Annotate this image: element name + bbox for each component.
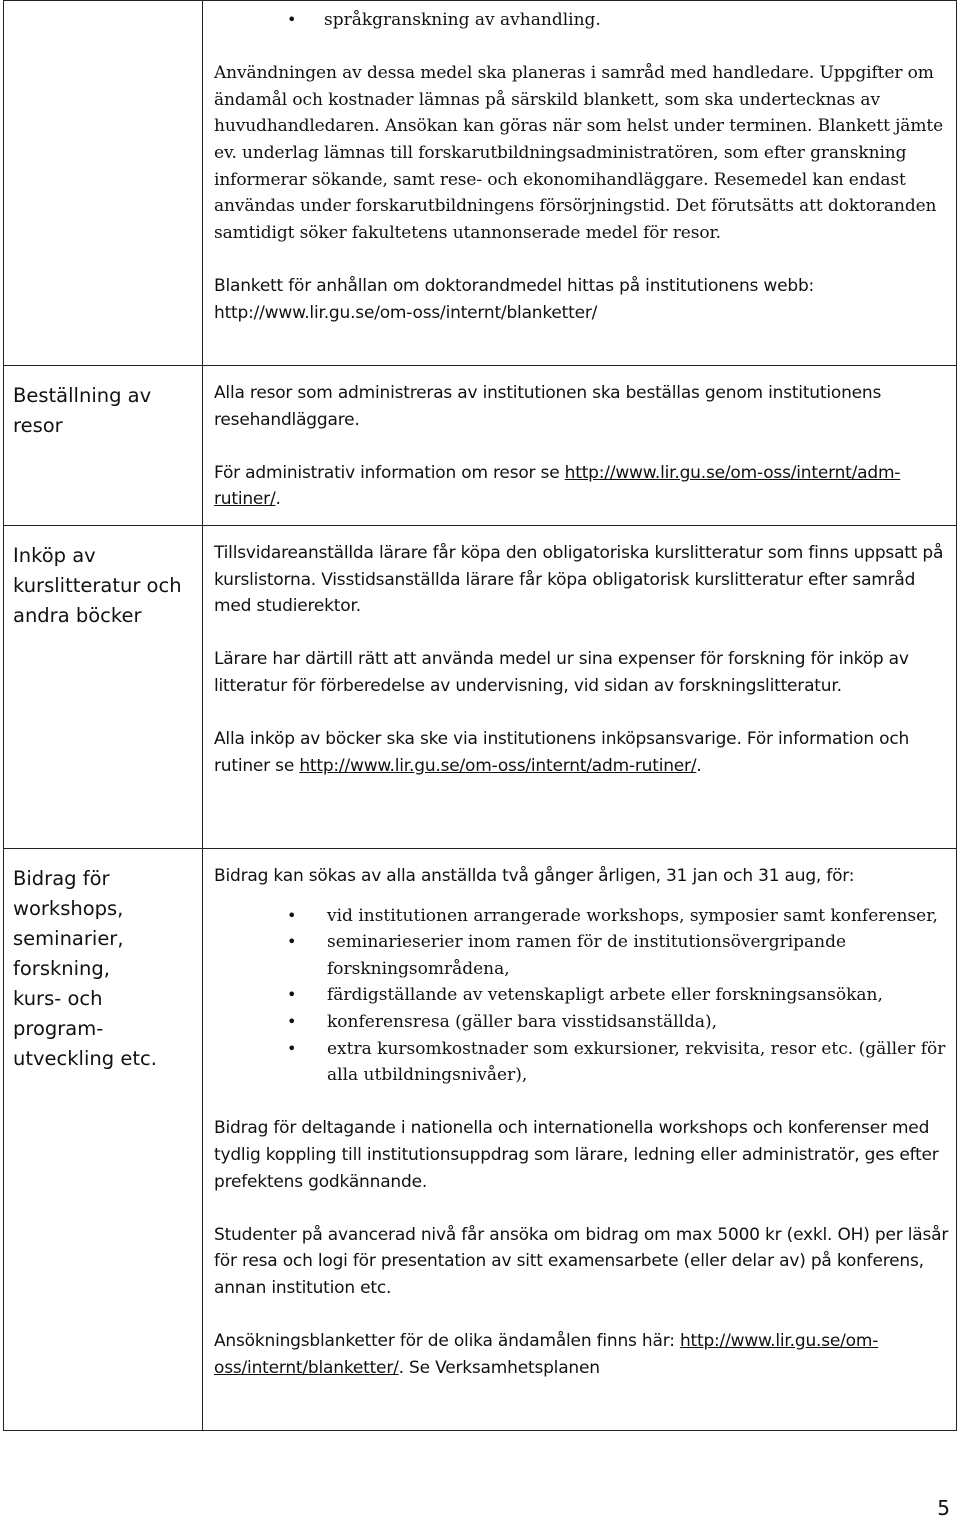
- paragraph-participation-grants: Bidrag för deltagande i nationella och internationella workshops och konferenser med tydlig koppling till institutionsuppdrag som lärare, ledning eller administratör, ges efter prefektens godkännande.: [214, 1118, 939, 1192]
- paragraph-student-grants: Studenter på avancerad nivå får ansöka om bidrag om max 5000 kr (exkl. OH) per läsår för resa och logi för presentation av sitt examensarbete (eller delar av) på konferens, annan institution etc.: [214, 1224, 949, 1298]
- bullet-text: färdigställande av vetenskapligt arbete eller forskningsansökan,: [327, 985, 883, 1006]
- list-item: [214, 903, 950, 930]
- bullet-icon: •: [287, 932, 297, 952]
- bullet-text: konferensresa (gäller bara visstidsanställda),: [327, 1011, 718, 1032]
- paragraph-grants-intro: Bidrag kan sökas av alla anställda två gånger årligen, 31 jan och 31 aug, för:: [214, 866, 855, 886]
- row-label-travel-booking: Beställning av resor: [13, 384, 152, 437]
- paragraph-travel-funds: Användningen av dessa medel ska planeras i samråd med handledare. Uppgifter om ändamål och kostnader lämnas på särskild blankett, som ska undertecknas av huvudhandledaren. Ansökan kan göras när som helst under terminen. Blankett jämte ev. underlag lämnas till forskarutbildningsadministratören, som efter granskning informerar sökande, samt rese- och ekonomihandläggare. Resemedel kan endast användas under forskarutbildningens försörjningstid. Det förutsätts att doktoranden samtidigt söker fakultetens utannonserade medel för resor.: [214, 63, 944, 243]
- table-row-doctoral-funds: [4, 1, 957, 366]
- row-content-cell: [203, 526, 957, 849]
- list-item: [214, 7, 950, 34]
- admin-routines-link[interactable]: http://www.lir.gu.se/om-oss/internt/adm-rutiner/: [214, 462, 901, 510]
- table-row-book-purchase: [4, 526, 957, 849]
- paragraph-travel-booking: Alla resor som administreras av institutionen ska beställas genom institutionens resehandläggare.: [214, 383, 882, 430]
- paragraph-application-forms: [214, 1328, 950, 1381]
- list-item: [214, 1009, 950, 1036]
- list-item: [214, 1036, 950, 1089]
- purchase-routines-text: Alla inköp av böcker ska ske via institutionens inköpsansvarige. För information och rutiner se: [214, 729, 910, 776]
- bullet-icon: •: [287, 985, 297, 1005]
- application-forms-end: . Se Verksamhetsplanen: [398, 1357, 600, 1378]
- paragraph-teacher-expenses: Lärare har därtill rätt att använda medel ur sina expenser för forskning för inköp av litteratur för förberedelse av undervisning, vid sidan av forskningslitteratur.: [214, 649, 909, 696]
- admin-info-end: .: [275, 489, 281, 510]
- table-row-grants: [4, 849, 957, 1431]
- row-label-cell: [4, 366, 203, 526]
- row-label-book-purchase: Inköp av kurslitteratur och andra böcker: [13, 544, 182, 627]
- bullet-text: extra kursomkostnader som exkursioner, rekvisita, resor etc. (gäller för alla utbildningsnivåer),: [327, 1038, 946, 1086]
- row-content-cell: [203, 366, 957, 526]
- purchase-routines-link[interactable]: http://www.lir.gu.se/om-oss/internt/adm-rutiner/: [299, 755, 697, 776]
- bullet-icon: •: [287, 10, 297, 29]
- list-item: [214, 929, 950, 982]
- bullet-text: seminarieserier inom ramen för de institutionsövergripande forskningsområdena,: [327, 932, 847, 979]
- paragraph-purchase-routines: [214, 726, 950, 779]
- bullet-text: språkgranskning av avhandling.: [324, 10, 601, 30]
- bullet-icon: •: [287, 905, 297, 925]
- document-table: [3, 0, 957, 1431]
- table-row-travel-booking: [4, 366, 957, 526]
- paragraph-form-link: Blankett för anhållan om doktorandmedel hittas på institutionens webb: http://www.lir.gu.se/om-oss/internt/blanketter/: [214, 275, 815, 323]
- row-content-cell: [203, 1, 957, 366]
- paragraph-course-literature: Tillsvidareanställda lärare får köpa den obligatoriska kurslitteratur som finns uppsatt på kurslistorna. Visstidsanställda lärare får köpa obligatorisk kurslitteratur efter samråd med studierektor.: [214, 543, 944, 617]
- bullet-icon: •: [287, 1038, 297, 1058]
- list-item: [214, 982, 950, 1009]
- page-number: 5: [937, 1496, 950, 1520]
- row-label-cell: [4, 526, 203, 849]
- row-label-cell: [4, 1, 203, 366]
- row-label-cell: [4, 849, 203, 1431]
- application-forms-text: Ansökningsblanketter för de olika ändamålen finns här:: [214, 1331, 680, 1352]
- bullet-icon: •: [287, 1011, 297, 1031]
- purchase-routines-end: .: [696, 755, 702, 776]
- admin-info-text: För administrativ information om resor se: [214, 462, 565, 483]
- row-content-cell: [203, 849, 957, 1431]
- row-label-grants: Bidrag för workshops, seminarier, forskning, kurs- och program- utveckling etc.: [13, 867, 157, 1070]
- grant-bullet-list: [214, 903, 950, 1089]
- bullet-text: vid institutionen arrangerade workshops, symposier samt konferenser,: [327, 905, 938, 926]
- bullet-list: [214, 7, 950, 34]
- application-forms-link[interactable]: http://www.lir.gu.se/om-oss/internt/blanketter/: [214, 1331, 879, 1378]
- paragraph-admin-info: [214, 460, 950, 513]
